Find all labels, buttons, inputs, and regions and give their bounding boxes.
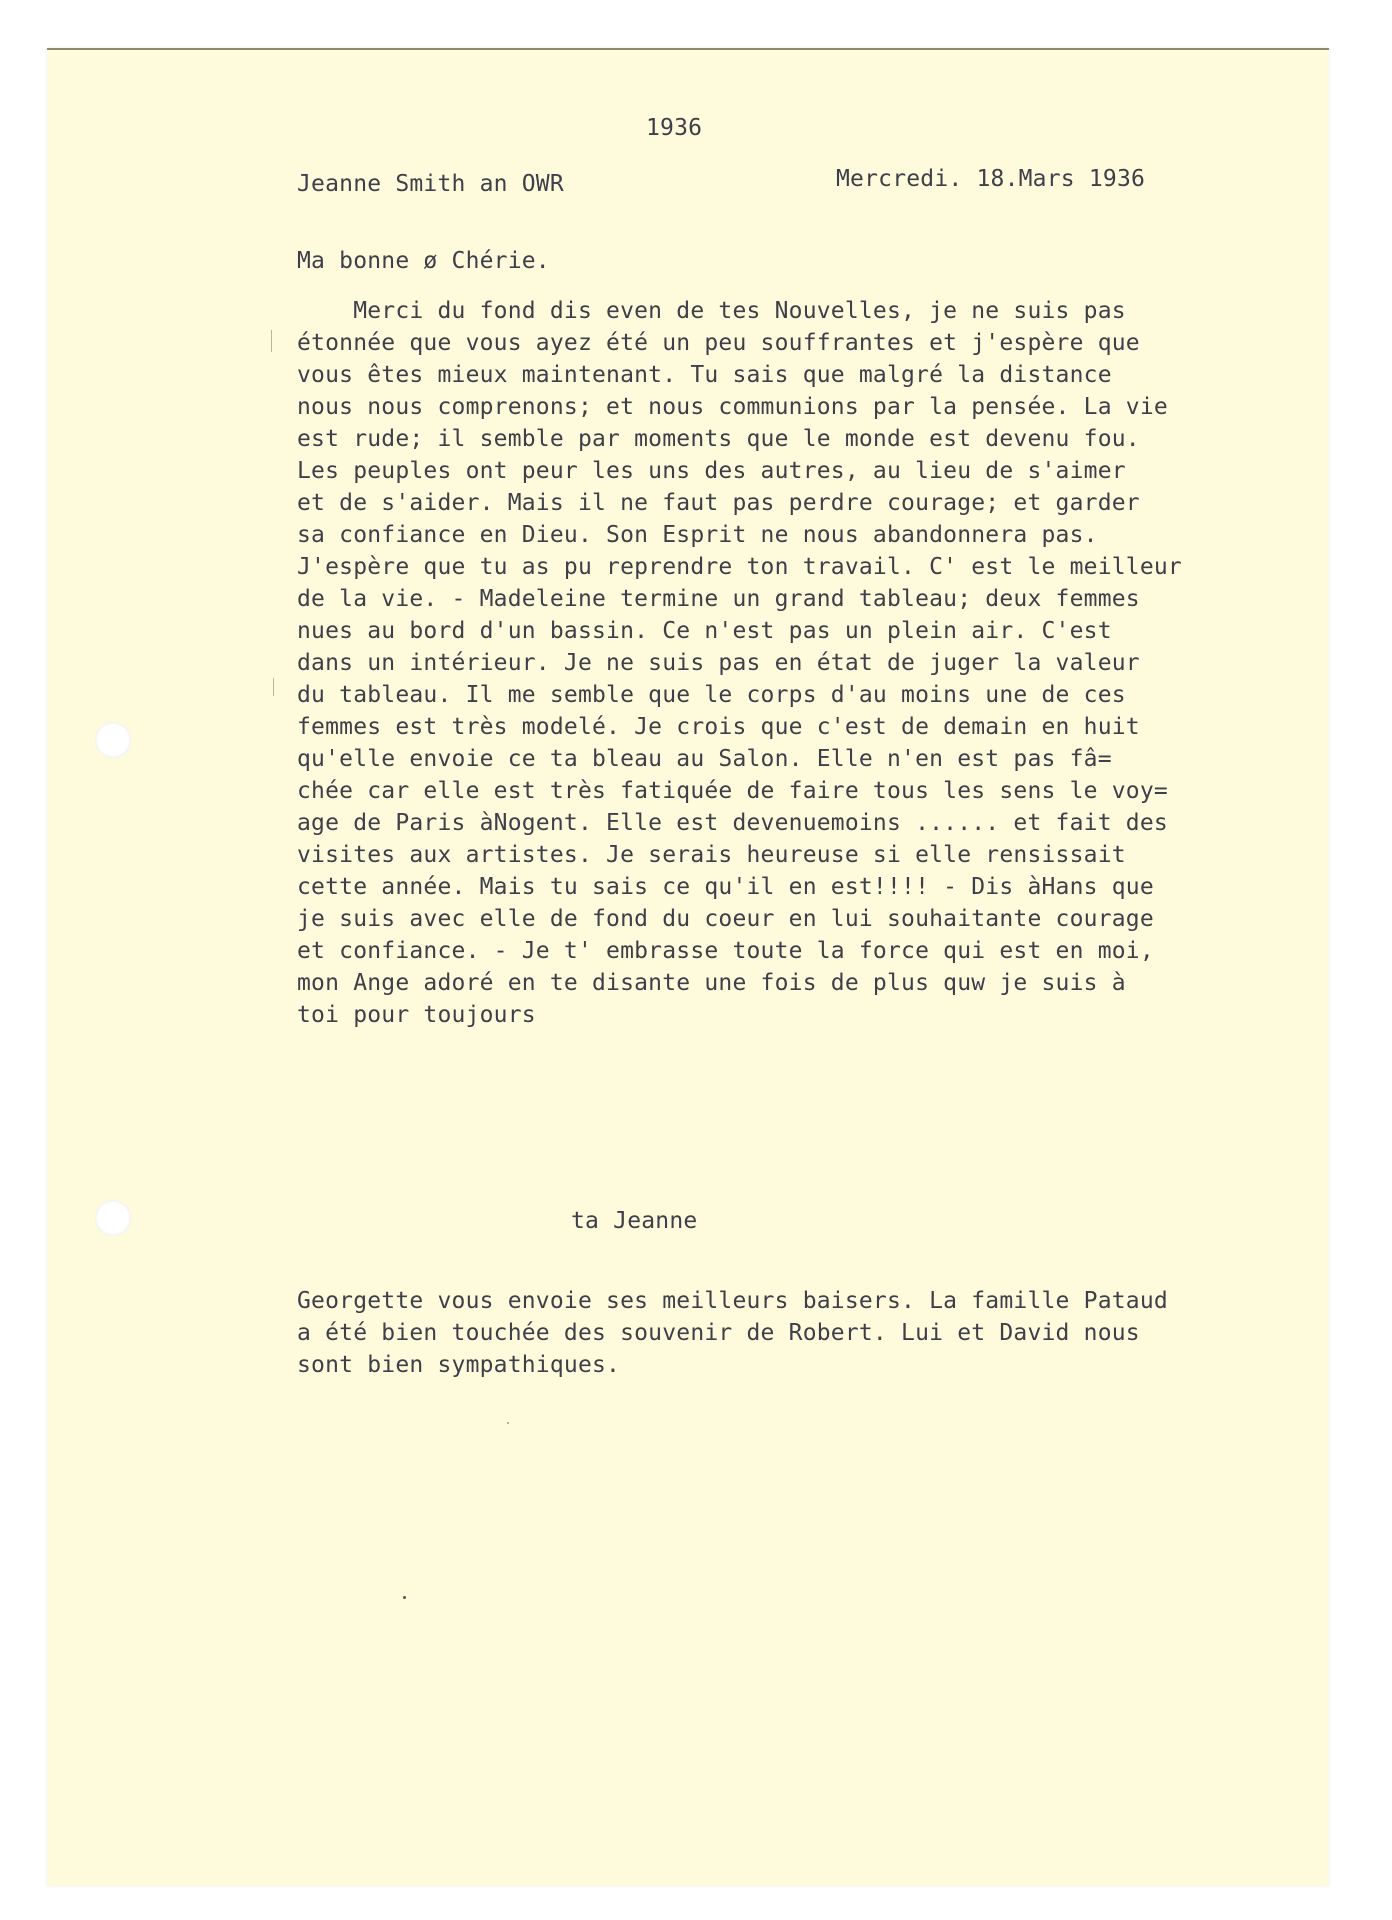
body-line: visites aux artistes. Je serais heureuse si elle rensissait — [297, 842, 1126, 868]
body-line: femmes est très modelé. Je crois que c'est de demain en huit — [297, 714, 1140, 740]
postscript-line: sont bien sympathiques. — [297, 1352, 621, 1378]
letter-page — [47, 48, 1329, 1886]
margin-mark — [273, 678, 274, 696]
body-line: nous nous comprenons; et nous communions par la pensée. La vie — [297, 394, 1168, 420]
body-line: age de Paris àNogent. Elle est devenuemoins ...... et fait des — [297, 810, 1168, 836]
sender-line: Jeanne Smith an OWR — [297, 171, 564, 197]
margin-mark — [271, 330, 272, 352]
date-line: Mercredi. 18.Mars 1936 — [836, 166, 1146, 192]
body-line: étonnée que vous ayez été un peu souffrantes et j'espère que — [297, 330, 1140, 356]
signature: ta Jeanne — [571, 1208, 698, 1234]
body-line: toi pour toujours — [297, 1002, 536, 1028]
postscript-line: Georgette vous envoie ses meilleurs baisers. La famille Pataud — [297, 1288, 1168, 1314]
body-line: de la vie. - Madeleine termine un grand tableau; deux femmes — [297, 586, 1140, 612]
body-line: J'espère que tu as pu reprendre ton travail. C' est le meilleur — [297, 554, 1182, 580]
body-line: et confiance. - Je t' embrasse toute la force qui est en moi, — [297, 938, 1154, 964]
body-line: vous êtes mieux maintenant. Tu sais que malgré la distance — [297, 362, 1112, 388]
punch-hole — [95, 1200, 131, 1236]
greeting: Ma bonne ø Chérie. — [297, 248, 550, 274]
body-line: cette année. Mais tu sais ce qu'il en est!!!! - Dis àHans que — [297, 874, 1154, 900]
body-line: et de s'aider. Mais il ne faut pas perdre courage; et garder — [297, 490, 1140, 516]
ink-speck — [507, 1422, 509, 1424]
year-heading: 1936 — [646, 115, 703, 141]
body-line: nues au bord d'un bassin. Ce n'est pas un plein air. C'est — [297, 618, 1112, 644]
body-line: Merci du fond dis even de tes Nouvelles, je ne suis pas — [297, 298, 1126, 324]
body-line: du tableau. Il me semble que le corps d'au moins une de ces — [297, 682, 1126, 708]
ink-speck — [403, 1596, 406, 1599]
body-line: dans un intérieur. Je ne suis pas en état de juger la valeur — [297, 650, 1140, 676]
body-line: qu'elle envoie ce ta bleau au Salon. Elle n'en est pas fâ= — [297, 746, 1112, 772]
body-line: chée car elle est très fatiquée de faire tous les sens le voy= — [297, 778, 1168, 804]
punch-hole — [95, 722, 131, 758]
body-line: est rude; il semble par moments que le monde est devenu fou. — [297, 426, 1140, 452]
body-line: mon Ange adoré en te disante une fois de plus quw je suis à — [297, 970, 1126, 996]
body-line: Les peuples ont peur les uns des autres, au lieu de s'aimer — [297, 458, 1126, 484]
body-line: sa confiance en Dieu. Son Esprit ne nous abandonnera pas. — [297, 522, 1098, 548]
body-line: je suis avec elle de fond du coeur en lui souhaitante courage — [297, 906, 1154, 932]
postscript-line: a été bien touchée des souvenir de Robert. Lui et David nous — [297, 1320, 1140, 1346]
